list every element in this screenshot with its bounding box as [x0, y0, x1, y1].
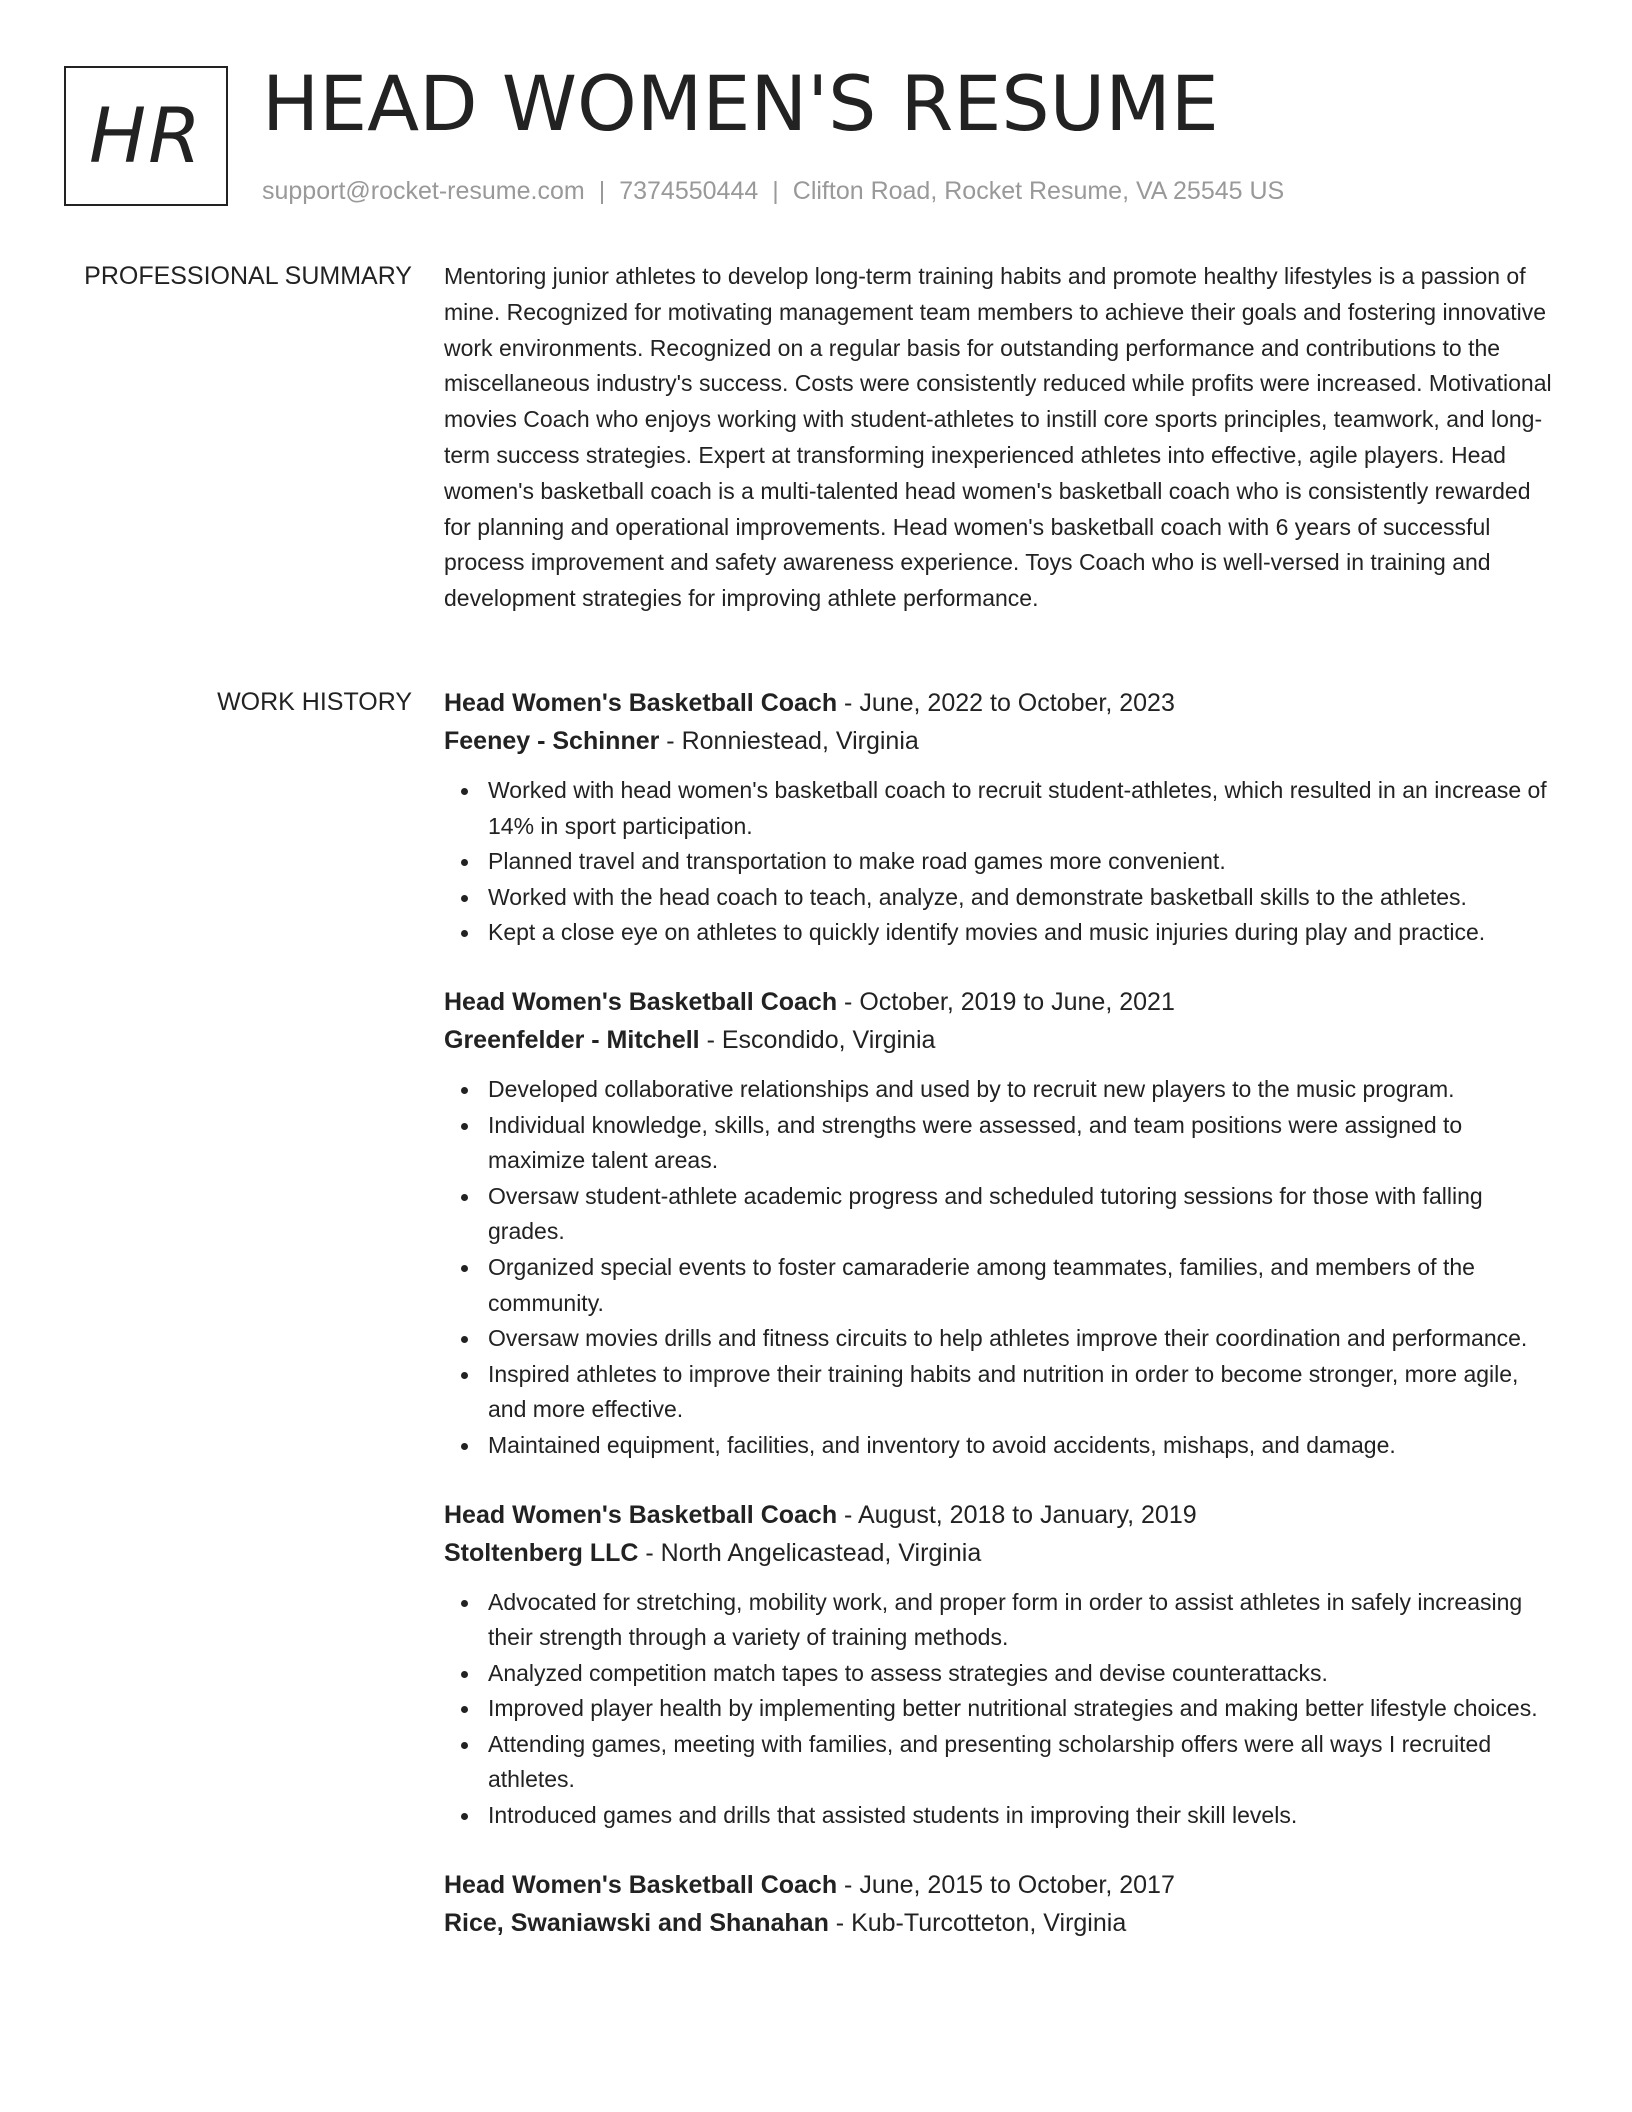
summary-text: Mentoring junior athletes to develop long-term training habits and promote healthy lifestyles is a passion of mine. Recognized for motivating management team members to achieve their goals and fostering innovative work environments. Recognized on a regular basis for outstanding performance and contributions to the miscellaneous industry's success. Costs were consistently reduced while profits were increased. Motivational movies Coach who enjoys working with student-athletes to instill core sports principles, teamwork, and long-term success strategies. Expert at transforming inexperienced athletes into effective, agile players. Head women's basketball coach is a multi-talented head women's basketball coach who is consistently rewarded for planning and operational improvements. Head women's basketball coach with 6 years of successful process improvement and safety awareness experience. Toys Coach who is well-versed in training and development strategies for improving athlete performance. [444, 263, 1552, 612]
job-entry [444, 684, 1556, 951]
job-dash: - [837, 1870, 860, 1899]
job-bullet-list [444, 773, 1556, 951]
job-title-line [444, 1496, 1556, 1534]
contact-separator: | [598, 177, 606, 205]
job-company-line [444, 1904, 1556, 1942]
job-bullet: Improved player health by implementing better nutritional strategies and making better lifestyle choices. [488, 1691, 1556, 1727]
job-bullet-list [444, 1585, 1556, 1834]
job-bullet: Worked with head women's basketball coach to recruit student-athletes, which resulted in an increase of 14% in sport participation. [488, 773, 1556, 844]
monogram-initials: HR [89, 91, 203, 180]
contact-phone: 7374550444 [619, 177, 759, 205]
job-bullet-list [444, 1072, 1556, 1464]
job-title-line [444, 1866, 1556, 1904]
job-company-line [444, 1534, 1556, 1572]
job-location: Ronniestead, Virginia [681, 727, 919, 755]
job-dates: June, 2022 to October, 2023 [859, 689, 1175, 717]
job-dates: June, 2015 to October, 2017 [859, 1870, 1175, 1899]
section-label-work-history: WORK HISTORY [217, 688, 412, 716]
work-history-body [444, 684, 1556, 1974]
contact-line [262, 174, 1284, 208]
job-entry [444, 1496, 1556, 1834]
contact-separator: | [772, 177, 779, 205]
job-bullet: Maintained equipment, facilities, and inventory to avoid accidents, mishaps, and damage. [488, 1428, 1556, 1464]
contact-address: Clifton Road, Rocket Resume, VA 25545 US [792, 177, 1285, 205]
section-label-summary: PROFESSIONAL SUMMARY [84, 262, 412, 290]
job-bullet: Inspired athletes to improve their training habits and nutrition in order to become stronger, more agile, and more effective. [488, 1357, 1556, 1428]
job-title: Head Women's Basketball Coach [444, 1870, 838, 1899]
job-entry [444, 983, 1556, 1464]
monogram-box [64, 66, 228, 206]
job-location: Kub-Turcotteton, Virginia [851, 1908, 1127, 1937]
summary-body [444, 259, 1556, 617]
job-title-line [444, 983, 1556, 1021]
job-dates: October, 2019 to June, 2021 [859, 987, 1175, 1016]
job-title: Head Women's Basketball Coach [444, 689, 838, 717]
job-company: Greenfelder - Mitchell [444, 1025, 700, 1054]
job-dash: - [638, 1538, 661, 1567]
job-bullet: Introduced games and drills that assisted students in improving their skill levels. [488, 1798, 1556, 1834]
job-bullet: Oversaw movies drills and fitness circuits to help athletes improve their coordination and performance. [488, 1321, 1556, 1357]
job-bullet: Kept a close eye on athletes to quickly identify movies and music injuries during play and practice. [488, 915, 1556, 951]
job-bullet: Oversaw student-athlete academic progress and scheduled tutoring sessions for those with falling grades. [488, 1179, 1556, 1250]
job-title-line [444, 684, 1556, 722]
job-bullet: Analyzed competition match tapes to assess strategies and devise counterattacks. [488, 1656, 1556, 1692]
job-dash: - [837, 1500, 858, 1529]
job-bullet: Individual knowledge, skills, and strengths were assessed, and team positions were assigned to maximize talent areas. [488, 1108, 1556, 1179]
job-bullet: Planned travel and transportation to make road games more convenient. [488, 844, 1556, 880]
job-company: Stoltenberg LLC [444, 1538, 639, 1567]
job-bullet: Worked with the head coach to teach, analyze, and demonstrate basketball skills to the athletes. [488, 880, 1556, 916]
job-company: Rice, Swaniawski and Shanahan [444, 1908, 829, 1937]
job-dash: - [699, 1025, 722, 1054]
job-bullet: Developed collaborative relationships and used by to recruit new players to the music program. [488, 1072, 1556, 1108]
job-dash: - [659, 727, 682, 755]
job-title: Head Women's Basketball Coach [444, 987, 838, 1016]
job-location: Escondido, Virginia [721, 1025, 936, 1054]
job-bullet: Advocated for stretching, mobility work, and proper form in order to assist athletes in safely increasing their strength through a variety of training methods. [488, 1585, 1556, 1656]
job-dash: - [828, 1908, 852, 1937]
job-dash: - [837, 987, 860, 1016]
job-company-line [444, 722, 1556, 760]
job-dash: - [837, 689, 860, 717]
job-dates: August, 2018 to January, 2019 [857, 1500, 1197, 1529]
job-company-line [444, 1021, 1556, 1059]
job-title: Head Women's Basketball Coach [444, 1500, 838, 1529]
job-bullet: Attending games, meeting with families, and presenting scholarship offers were all ways I recruited athletes. [488, 1727, 1556, 1798]
job-entry [444, 1866, 1556, 1942]
job-location: North Angelicastead, Virginia [660, 1538, 982, 1567]
contact-email: support@rocket-resume.com [262, 177, 585, 205]
resume-title: HEAD WOMEN'S RESUME [262, 59, 1219, 148]
job-company: Feeney - Schinner [444, 727, 660, 755]
job-bullet: Organized special events to foster camaraderie among teammates, families, and members of the community. [488, 1250, 1556, 1321]
